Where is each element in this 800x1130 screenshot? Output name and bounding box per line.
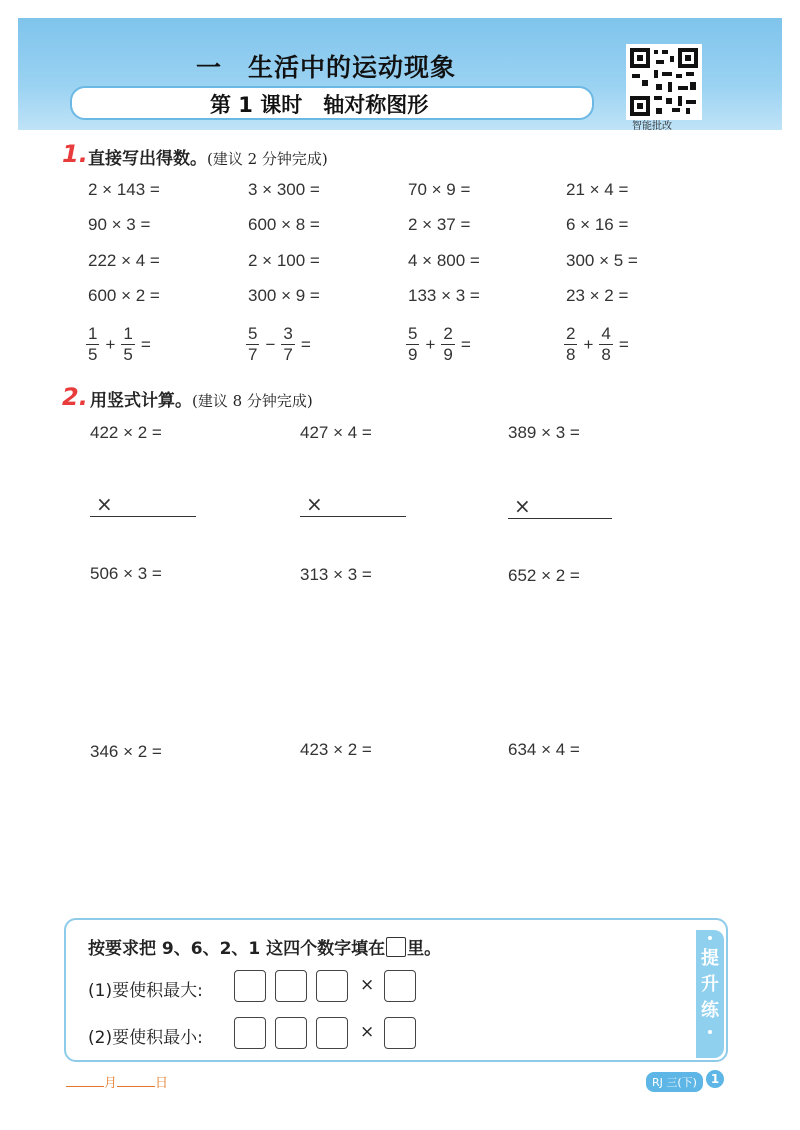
q2-item: 506 × 3 = bbox=[90, 564, 162, 583]
dot-decoration bbox=[708, 1030, 712, 1034]
numerator: 1 bbox=[123, 324, 133, 343]
q2-item: 313 × 3 = bbox=[300, 565, 372, 584]
operator: + bbox=[583, 334, 594, 354]
digit-box-min-2[interactable] bbox=[275, 1017, 307, 1049]
tab-char: 提 bbox=[701, 948, 719, 969]
operator: + bbox=[425, 334, 436, 354]
digit-box-min-3[interactable] bbox=[316, 1017, 348, 1049]
operator: − bbox=[265, 334, 276, 354]
q1-item: 2 × 37 = bbox=[408, 215, 471, 234]
q2-text: 用竖式计算。 bbox=[90, 391, 192, 411]
page-number: 1 bbox=[706, 1070, 724, 1088]
qr-label: 智能批改 bbox=[632, 121, 672, 132]
q1-fraction-item bbox=[404, 324, 475, 365]
digit-box-max-2[interactable] bbox=[275, 970, 307, 1002]
q2-hint: (建议 8 分钟完成) bbox=[192, 392, 313, 410]
q1-fraction-item bbox=[244, 324, 315, 365]
numerator: 5 bbox=[408, 324, 418, 343]
numerator: 3 bbox=[283, 324, 293, 343]
denominator: 8 bbox=[601, 345, 611, 364]
equals: = bbox=[140, 334, 151, 354]
q2-item: 346 × 2 = bbox=[90, 742, 162, 761]
digit-box-max-3[interactable] bbox=[316, 970, 348, 1002]
q1-item: 133 × 3 = bbox=[408, 286, 480, 305]
challenge-title-after: 里。 bbox=[407, 939, 442, 959]
q1-hint: (建议 2 分钟完成) bbox=[207, 150, 328, 168]
q2-item: 423 × 2 = bbox=[300, 740, 372, 759]
tab-char: 练 bbox=[701, 1000, 719, 1021]
lesson-title: 第 1 课时 轴对称图形 bbox=[210, 93, 429, 117]
q1-item: 300 × 5 = bbox=[566, 251, 638, 270]
digit-box-max-4[interactable] bbox=[384, 970, 416, 1002]
q2-item: 389 × 3 = bbox=[508, 423, 580, 442]
q2-item: 634 × 4 = bbox=[508, 740, 580, 759]
digit-box-min-1[interactable] bbox=[234, 1017, 266, 1049]
q1-item: 600 × 8 = bbox=[248, 215, 320, 234]
equals: = bbox=[300, 334, 311, 354]
side-tab-tisheng bbox=[696, 930, 724, 1058]
challenge-item-2: (2)要使积最小: bbox=[88, 1028, 203, 1048]
denominator: 9 bbox=[408, 345, 418, 364]
q1-fraction-item bbox=[562, 324, 633, 365]
q1-number: 1. bbox=[62, 140, 88, 168]
denominator: 7 bbox=[248, 345, 258, 364]
numerator: 1 bbox=[88, 324, 98, 343]
q1-item: 6 × 16 = bbox=[566, 215, 629, 234]
denominator: 8 bbox=[566, 345, 576, 364]
multiply-sign: × bbox=[514, 494, 531, 518]
denominator: 5 bbox=[123, 345, 133, 364]
denominator: 5 bbox=[88, 345, 98, 364]
denominator: 9 bbox=[443, 345, 453, 364]
equals: = bbox=[618, 334, 629, 354]
vertical-calc-line bbox=[508, 518, 612, 519]
q1-item: 600 × 2 = bbox=[88, 286, 160, 305]
multiply-sign: × bbox=[96, 492, 113, 516]
unit-title: 一 生活中的运动现象 bbox=[196, 53, 457, 82]
dot-decoration bbox=[708, 936, 712, 940]
edition-badge: RJ 三(下) bbox=[646, 1072, 703, 1092]
q1-item: 4 × 800 = bbox=[408, 251, 480, 270]
challenge-title bbox=[88, 934, 441, 959]
q2-item: 652 × 2 = bbox=[508, 566, 580, 585]
date-field[interactable] bbox=[66, 1072, 168, 1091]
vertical-calc-line bbox=[90, 516, 196, 517]
month-blank[interactable] bbox=[66, 1074, 104, 1087]
qr-code-icon[interactable] bbox=[626, 44, 702, 120]
blank-box-icon bbox=[386, 937, 406, 957]
multiply-sign: × bbox=[306, 492, 323, 516]
q1-fraction-item bbox=[84, 324, 155, 365]
operator: + bbox=[105, 334, 116, 354]
q2-item: 422 × 2 = bbox=[90, 423, 162, 442]
q1-item: 300 × 9 = bbox=[248, 286, 320, 305]
q1-item: 2 × 100 = bbox=[248, 251, 320, 270]
q1-item: 3 × 300 = bbox=[248, 180, 320, 199]
vertical-calc-line bbox=[300, 516, 406, 517]
numerator: 2 bbox=[443, 324, 453, 343]
q2-instruction bbox=[90, 386, 313, 411]
day-blank[interactable] bbox=[117, 1074, 155, 1087]
challenge-item-1: (1)要使积最大: bbox=[88, 981, 203, 1001]
q2-item: 427 × 4 = bbox=[300, 423, 372, 442]
q1-item: 2 × 143 = bbox=[88, 180, 160, 199]
q1-item: 70 × 9 = bbox=[408, 180, 471, 199]
q1-item: 23 × 2 = bbox=[566, 286, 629, 305]
numerator: 4 bbox=[601, 324, 611, 343]
tab-char: 升 bbox=[701, 974, 719, 995]
q1-text: 直接写出得数。 bbox=[88, 149, 207, 169]
multiply-sign: × bbox=[360, 1022, 375, 1042]
multiply-sign: × bbox=[360, 975, 375, 995]
q2-number: 2. bbox=[62, 383, 88, 411]
q1-item: 222 × 4 = bbox=[88, 251, 160, 270]
day-label: 日 bbox=[155, 1076, 169, 1091]
q1-item: 90 × 3 = bbox=[88, 215, 151, 234]
equals: = bbox=[460, 334, 471, 354]
denominator: 7 bbox=[283, 345, 293, 364]
digit-box-min-4[interactable] bbox=[384, 1017, 416, 1049]
q1-item: 21 × 4 = bbox=[566, 180, 629, 199]
numerator: 2 bbox=[566, 324, 576, 343]
challenge-title-before: 按要求把 9、6、2、1 这四个数字填在 bbox=[88, 939, 386, 959]
numerator: 5 bbox=[248, 324, 258, 343]
digit-box-max-1[interactable] bbox=[234, 970, 266, 1002]
q1-instruction bbox=[88, 144, 328, 169]
month-label: 月 bbox=[104, 1076, 118, 1091]
